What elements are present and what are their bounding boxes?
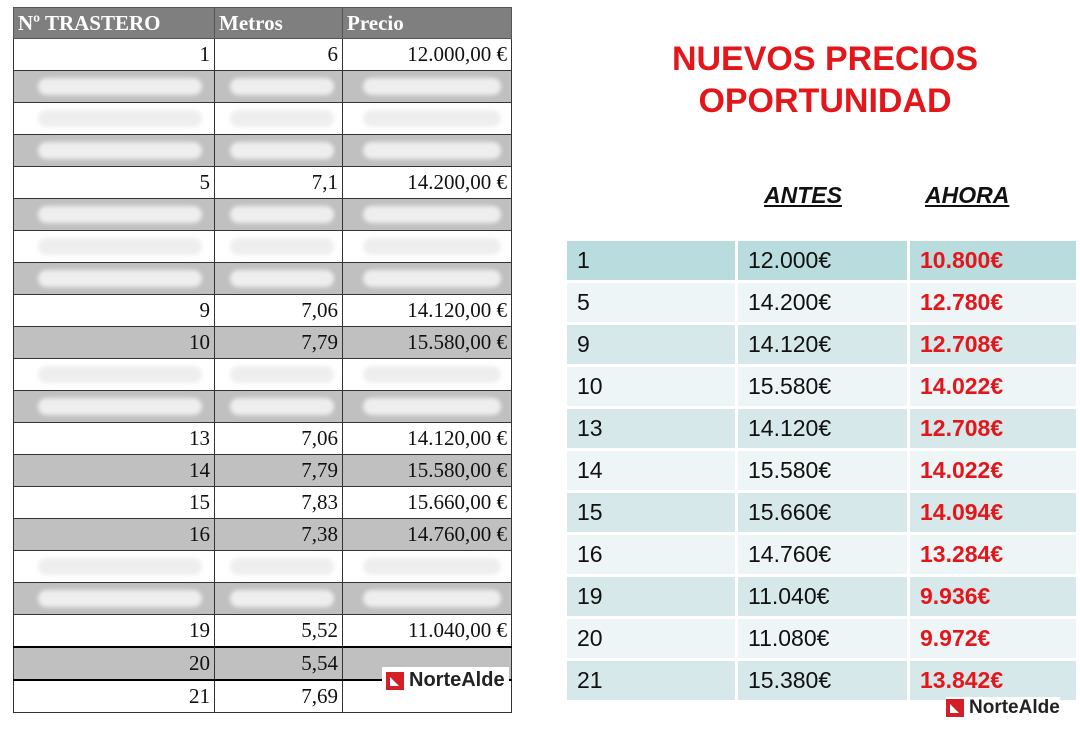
- trastero-cell: 21: [14, 680, 215, 713]
- trastero-number: 1: [567, 241, 737, 282]
- trastero-number: 9: [567, 324, 737, 366]
- antes-header: ANTES: [764, 182, 842, 208]
- ahora-price: 13.842€: [909, 660, 1078, 702]
- redacted-cell: [343, 135, 512, 167]
- redacted-cell: [343, 583, 512, 615]
- table-row: [14, 487, 512, 519]
- trastero-number: 20: [567, 618, 737, 660]
- table-row: [567, 534, 1078, 576]
- trastero-cell: 20: [14, 647, 215, 680]
- trastero-cell: 5: [14, 167, 215, 199]
- left-table-header: [14, 8, 512, 39]
- metros-cell: 7,69: [215, 680, 343, 713]
- trastero-cell: 15: [14, 487, 215, 519]
- redacted-cell: [343, 263, 512, 295]
- redacted-cell: [343, 199, 512, 231]
- redacted-cell: [14, 263, 215, 295]
- ahora-price: 9.972€: [909, 618, 1078, 660]
- logo-text: NorteAlde: [409, 669, 505, 691]
- ahora-price: 12.780€: [909, 282, 1078, 324]
- antes-price: 15.660€: [737, 492, 909, 534]
- trastero-cell: 10: [14, 327, 215, 359]
- redacted-cell: [343, 103, 512, 135]
- table-row: [14, 455, 512, 487]
- redacted-cell: [215, 103, 343, 135]
- antes-price: 15.580€: [737, 366, 909, 408]
- norte-alde-logo: [382, 667, 509, 694]
- table-row: [567, 324, 1078, 366]
- trastero-cell: 19: [14, 615, 215, 648]
- redacted-cell: [343, 391, 512, 423]
- table-row: [14, 103, 512, 135]
- redacted-cell: [215, 551, 343, 583]
- trastero-cell: 9: [14, 295, 215, 327]
- metros-cell: 5,52: [215, 615, 343, 648]
- redacted-cell: [14, 359, 215, 391]
- precio-cell: 14.120,00 €: [343, 295, 512, 327]
- precio-cell: 14.200,00 €: [343, 167, 512, 199]
- table-row: [14, 583, 512, 615]
- table-row: [567, 618, 1078, 660]
- trastero-cell: 14: [14, 455, 215, 487]
- metros-cell: 7,83: [215, 487, 343, 519]
- redacted-cell: [14, 103, 215, 135]
- trastero-number: 5: [567, 282, 737, 324]
- title-line-2: OPORTUNIDAD: [698, 82, 952, 120]
- metros-cell: 7,79: [215, 327, 343, 359]
- redacted-cell: [14, 551, 215, 583]
- precio-cell: 12.000,00 €: [343, 39, 512, 71]
- ahora-price: 12.708€: [909, 324, 1078, 366]
- table-row: [567, 492, 1078, 534]
- metros-cell: 7,79: [215, 455, 343, 487]
- metros-cell: 7,38: [215, 519, 343, 551]
- redacted-cell: [215, 199, 343, 231]
- redacted-cell: [215, 359, 343, 391]
- precio-cell: 14.760,00 €: [343, 519, 512, 551]
- table-row: [14, 423, 512, 455]
- original-price-table: [13, 7, 512, 713]
- ahora-price: 9.936€: [909, 576, 1078, 618]
- metros-cell: 6: [215, 39, 343, 71]
- ahora-header: AHORA: [925, 182, 1010, 208]
- table-row: [567, 450, 1078, 492]
- table-row: [14, 167, 512, 199]
- table-row: [14, 71, 512, 103]
- table-row: [567, 408, 1078, 450]
- norte-alde-logo-icon: [386, 672, 404, 690]
- antes-price: 15.380€: [737, 660, 909, 702]
- table-row: [14, 327, 512, 359]
- redacted-cell: [215, 263, 343, 295]
- header-trastero: Nº TRASTERO: [14, 8, 215, 39]
- metros-cell: 5,54: [215, 647, 343, 680]
- antes-price: 12.000€: [737, 241, 909, 282]
- trastero-number: 16: [567, 534, 737, 576]
- table-row: [14, 295, 512, 327]
- redacted-cell: [215, 231, 343, 263]
- table-row: [567, 282, 1078, 324]
- redacted-cell: [14, 391, 215, 423]
- table-row: [14, 39, 512, 71]
- redacted-cell: [343, 231, 512, 263]
- redacted-cell: [14, 231, 215, 263]
- table-row: [567, 660, 1078, 702]
- redacted-cell: [343, 359, 512, 391]
- table-row: [14, 135, 512, 167]
- redacted-cell: [14, 135, 215, 167]
- ahora-price: 13.284€: [909, 534, 1078, 576]
- header-metros: Metros: [215, 8, 343, 39]
- antes-price: 11.040€: [737, 576, 909, 618]
- precio-cell: 11.040,00 €: [343, 615, 512, 648]
- ahora-price: 10.800€: [909, 241, 1078, 282]
- table-row: [14, 199, 512, 231]
- header-precio: Precio: [343, 8, 512, 39]
- table-row: [567, 241, 1078, 282]
- trastero-number: 15: [567, 492, 737, 534]
- redacted-cell: [215, 391, 343, 423]
- antes-price: 14.760€: [737, 534, 909, 576]
- antes-price: 14.120€: [737, 324, 909, 366]
- metros-cell: 7,06: [215, 295, 343, 327]
- norte-alde-logo-footer: [946, 697, 1060, 719]
- redacted-cell: [215, 135, 343, 167]
- new-price-table: [567, 241, 1079, 703]
- table-row: [14, 519, 512, 551]
- trastero-cell: 13: [14, 423, 215, 455]
- antes-price: 15.580€: [737, 450, 909, 492]
- trastero-number: 14: [567, 450, 737, 492]
- trastero-number: 19: [567, 576, 737, 618]
- antes-price: 14.120€: [737, 408, 909, 450]
- table-row: [567, 576, 1078, 618]
- trastero-cell: 1: [14, 39, 215, 71]
- precio-cell: 15.660,00 €: [343, 487, 512, 519]
- metros-cell: 7,06: [215, 423, 343, 455]
- redacted-cell: [215, 71, 343, 103]
- antes-price: 11.080€: [737, 618, 909, 660]
- trastero-number: 10: [567, 366, 737, 408]
- metros-cell: 7,1: [215, 167, 343, 199]
- redacted-cell: [14, 71, 215, 103]
- trastero-number: 13: [567, 408, 737, 450]
- table-row: [567, 366, 1078, 408]
- table-row: [14, 359, 512, 391]
- table-row: [14, 391, 512, 423]
- norte-alde-logo-icon: [946, 699, 964, 717]
- table-row: [14, 263, 512, 295]
- trastero-cell: 16: [14, 519, 215, 551]
- logo-text: NorteAlde: [969, 697, 1060, 718]
- redacted-cell: [343, 71, 512, 103]
- antes-price: 14.200€: [737, 282, 909, 324]
- redacted-cell: [14, 199, 215, 231]
- ahora-price: 14.022€: [909, 366, 1078, 408]
- ahora-price: 12.708€: [909, 408, 1078, 450]
- ahora-price: 14.022€: [909, 450, 1078, 492]
- redacted-cell: [215, 583, 343, 615]
- table-row: [14, 231, 512, 263]
- redacted-cell: [343, 551, 512, 583]
- title-line-1: NUEVOS PRECIOS: [671, 40, 979, 78]
- ahora-price: 14.094€: [909, 492, 1078, 534]
- table-row: [14, 615, 512, 648]
- offer-title: [600, 38, 1050, 122]
- precio-cell: 14.120,00 €: [343, 423, 512, 455]
- precio-cell: 15.580,00 €: [343, 327, 512, 359]
- trastero-number: 21: [567, 660, 737, 702]
- table-row: [14, 551, 512, 583]
- redacted-cell: [14, 583, 215, 615]
- precio-cell: 15.580,00 €: [343, 455, 512, 487]
